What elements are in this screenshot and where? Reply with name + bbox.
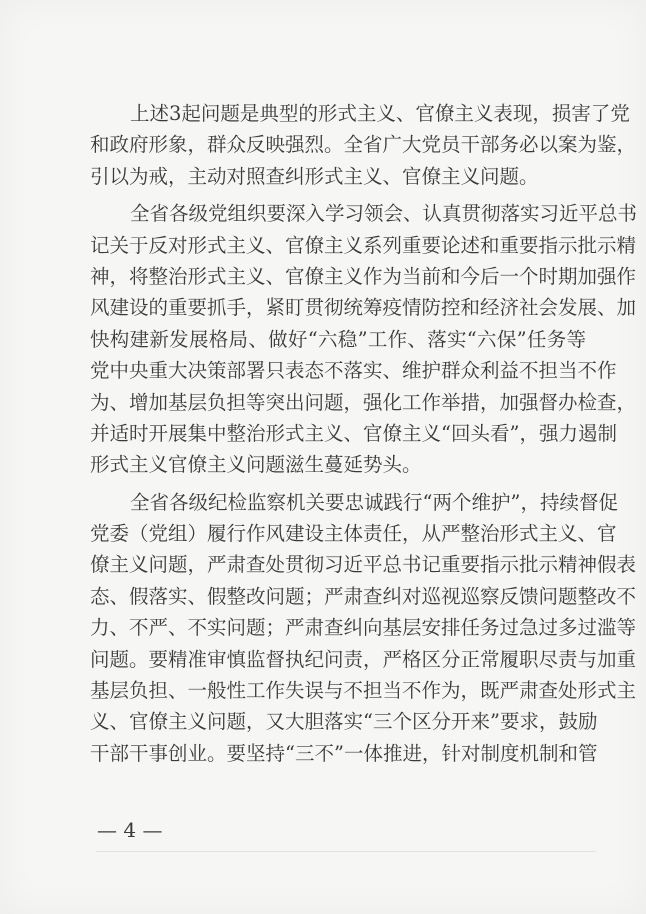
text-line: 上述3起问题是典型的形式主义、官僚主义表现，损害了党 [130, 102, 630, 125]
text-line: 并适时开展集中整治形式主义、官僚主义“回头看”，强力遏制 [90, 421, 617, 445]
text-line: 力、不严、不实问题；严肃查纠向基层安排任务过急过多过滥等 [90, 616, 637, 640]
text-line: 和政府形象，群众反映强烈。全省广大党员干部务必以案为鉴， [90, 133, 637, 157]
document-body [90, 98, 638, 775]
text-line: 神，将整治形式主义、官僚主义作为当前和今后一个时期加强作 [90, 264, 637, 288]
paragraph-3 [90, 487, 637, 770]
text-line: 问题。要精准审慎监督执纪问责，严格区分正常履职尽责与加重 [90, 647, 637, 671]
footer-divider [96, 851, 596, 852]
text-line: 僚主义问题，严肃查处贯彻习近平总书记重要指示批示精神假表 [90, 553, 637, 577]
text-line: 干部干事创业。要坚持“三不”一体推进，针对制度机制和管 [90, 741, 598, 765]
text-line: 全省各级党组织要深入学习领会、认真贯彻落实习近平总书 [130, 202, 638, 226]
paragraph-1 [90, 98, 637, 192]
text-line: 基层负担、一般性工作失误与不担当不作为，既严肃查处形式主 [90, 679, 637, 703]
text-line: 为、增加基层负担等突出问题，强化工作举措，加强督办检查， [90, 390, 637, 414]
text-line: 党委（党组）履行作风建设主体责任，从严整治形式主义、官 [90, 522, 617, 546]
text-line: 态、假落实、假整改问题；严肃查纠对巡视巡察反馈问题整改不 [90, 584, 637, 608]
paragraph-2 [90, 198, 638, 481]
text-line: 全省各级纪检监察机关要忠诚践行“两个维护”，持续督促 [130, 490, 618, 514]
text-line: 党中央重大决策部署只表态不落实、维护群众利益不担当不作 [90, 359, 617, 383]
text-line: 记关于反对形式主义、官僚主义系列重要论述和重要指示批示精 [90, 233, 637, 257]
text-line: 快构建新发展格局、做好“六稳”工作、落实“六保”任务等 [90, 327, 586, 351]
text-line: 引以为戒，主动对照查纠形式主义、官僚主义问题。 [90, 164, 539, 188]
page-number: — 4 — [97, 818, 163, 842]
text-line: 形式主义官僚主义问题滋生蔓延势头。 [90, 453, 422, 477]
text-line: 风建设的重要抓手，紧盯贯彻统筹疫情防控和经济社会发展、加 [90, 296, 637, 320]
text-line: 义、官僚主义问题，又大胆落实“三个区分开来”要求，鼓励 [90, 710, 598, 734]
